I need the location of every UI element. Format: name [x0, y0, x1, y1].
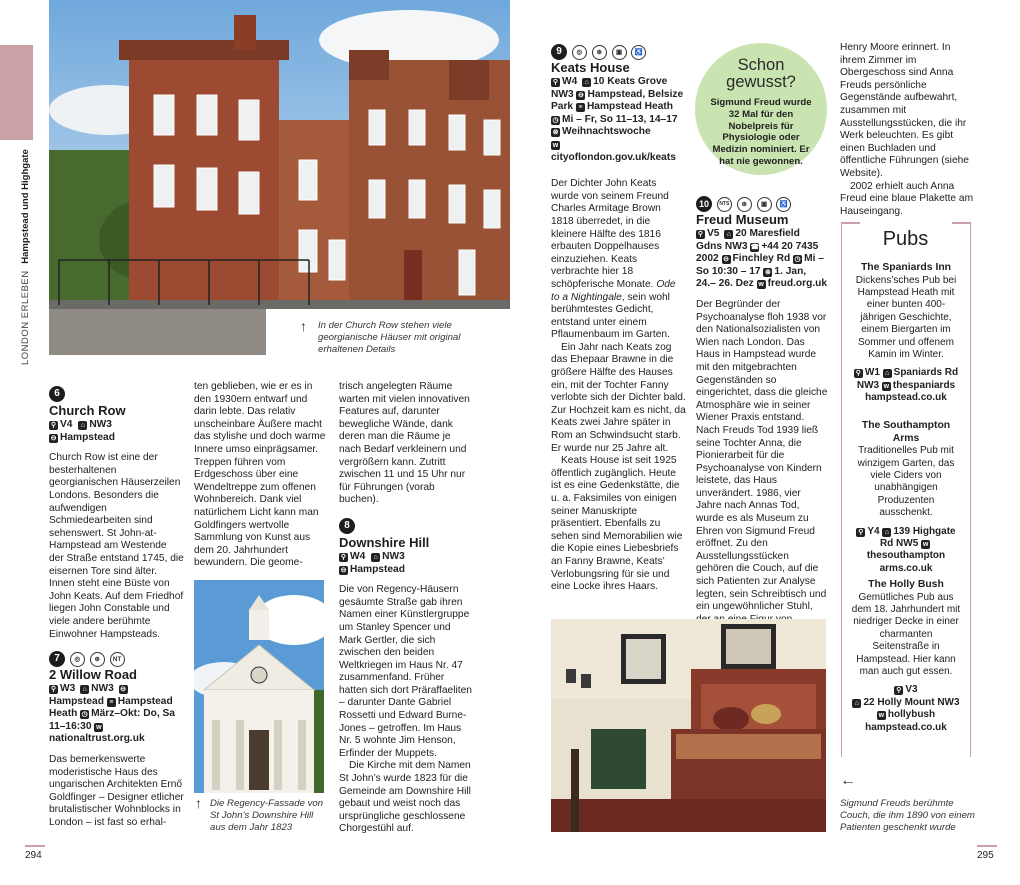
- nts-icon: NTS: [717, 197, 732, 212]
- address-icon: ⌂: [724, 230, 733, 239]
- freud-caption: Sigmund Freuds berühmte Couch, die ihm 1890 von einem Patienten geschenkt wurde: [840, 798, 975, 833]
- pub-item: [850, 579, 962, 734]
- column-1: [49, 386, 184, 830]
- did-you-know-text: Sigmund Freud wurde 32 Mal für den Nobelpreis für Physiologie oder Medizin nominiert. Er hat nie gewonnen.: [710, 97, 812, 167]
- entry-number-badge: 9: [551, 44, 567, 60]
- column-2: [194, 381, 328, 570]
- map-pin-icon: ⚲: [855, 370, 861, 378]
- pub-info: ⚲ W1 ⌂ Spaniards Rd NW3 w thespaniards hampstead.co.uk: [855, 367, 959, 404]
- address-icon: ⌂: [883, 369, 892, 378]
- underground-icon: ⊖: [340, 566, 347, 574]
- address-icon: ⌂: [80, 685, 89, 694]
- downshire-p2: Die Kirche mit dem Namen St John’s wurde 1823 für die Gemeinde am Downshire Hill gebaut und weist noch das ursprüngliche geschlossene Chorgestühl auf.: [339, 760, 471, 835]
- web-icon: w: [922, 541, 929, 549]
- downshire-p1: Die von Regency-Häusern gesäumte Straße gab ihren Namen einer Künstlergruppe um Stanley Spencer und Mark Gertler, die sich zwischen den beiden Weltkriegen im Haus Nr. 47 zusammenfand. Früher hatten sich dort Präraffaeliten – darunter Dante Gabriel Rossetti und Edward Burne-Jones – getroffen. Im Haus Nr. 5 wohnte Jim Henson, Erfinder der Muppets.: [339, 584, 472, 759]
- freud-p2: Henry Moore erinnert. In ihrem Zimmer im Obergeschoss sind Anna Freuds persönliche Gegenstände aufbewahrt, zusammen mit Ausstellungsstücken, die ihr Werk beleuchten. Es gibt einen Buchladen und öffentliche Führungen (siehe Website).: [840, 42, 969, 179]
- pubs-box: [841, 222, 971, 757]
- national-trust-icon: NT: [110, 652, 125, 667]
- downshire-info: ⚲ W4 ⌂ NW3 ⊖ Hampstead: [340, 550, 405, 575]
- map-pin-icon: ⚲: [50, 422, 57, 429]
- entry-number-badge: 6: [49, 386, 65, 402]
- sidebar-section: LONDON ERLEBEN: [20, 270, 31, 365]
- keats-p1: Der Dichter John Keats wurde von seinem Freund Charles Armitage Brown 1818 überredet, in die kleinere Hälfte des 1816 erbauten Doppelhauses einzuziehen. Keats verbrachte hier 18 schöpferische Monate. Ode to a Nightingale, sein wohl berühmtestes Gedicht, entstand unter einem Pflaumenbaum im Garten.: [551, 178, 676, 341]
- freud-couch-illustration: [551, 619, 826, 832]
- willow-road-text-end: trisch angelegten Räume warten mit vielen innovativen Features auf, darunter bewegliche Wände, dank deren man die Räume je nach Bedarf verkleinern und vergrößern kann. Zutritt zwischen 11 und 15 Uhr nur für Führungen (vorab buchen).: [339, 381, 470, 506]
- freud-p1: Der Begründer der Psychoanalyse floh 1938 vor den Nationalsozialisten von Wien nach London. Das Haus in Hampstead wurde mit den mitgebrachten Gegenständen so eingerichtet, dass die gleiche Atmosphäre wie in seiner Wiener Praxis entstand. Nach Freuds Tod 1939 ließ seine Tochter Anna, die Pionierarbeit für die Psychoanalyse von Kindern leistete, das Haus unverändert. 1986, vier Jahre nach Annas Tod, wurde es als Museum zu Ehren von Sigmund Freud eröffnet. Zu den Ausstellungsstücken gehören die Couch, auf die sich Patienten zur Analyse legten, sein Schreibtisch und ein ungewöhnlicher Stuhl,: [696, 298, 828, 613]
- underground-icon: ⊖: [50, 434, 57, 442]
- arrow-left-icon: ←: [840, 772, 856, 789]
- church-row-title: Church Row: [49, 403, 126, 418]
- map-pin-icon: ⚲: [552, 79, 559, 86]
- willow-road-title: 2 Willow Road: [49, 667, 137, 683]
- pub-item: [850, 420, 962, 575]
- address-icon: ⌂: [78, 421, 87, 430]
- st-johns-illustration: [194, 580, 324, 793]
- entry-number-badge: 10: [696, 196, 712, 212]
- closed-icon: ⊗: [764, 268, 771, 276]
- keats-info: ⚲ W4 ⌂ 10 Keats Grove NW3 ⊖ Hampstead, Belsize Park ≡ Hampstead Heath ◷ Mi – Fr, So 11–13, 14–17 ⊗ Weihnachtswoche wcityoflondon.gov.uk/keats: [551, 76, 684, 163]
- wheelchair-icon: ♿: [631, 45, 646, 60]
- st-johns-photo: [194, 580, 324, 793]
- pub-desc: Gemütliches Pub aus dem 18. Jahrhundert mit niedriger Decke in einer charmanten Seitenstraße in Hampstead. Hier kann man auch gut essen.: [851, 591, 961, 678]
- page-number-right: 295: [977, 850, 994, 861]
- map-pin-icon: ⚲: [896, 687, 902, 695]
- pub-desc: Dickens’sches Pub bei Hampstead Heath mit einer bunten 400-jährigen Geschichte, einem Biergarten im Sommer und offenem Kamin im Winter.: [855, 274, 957, 361]
- st-johns-caption: Die Regency-Fassade von St John’s Downshire Hill aus dem Jahr 1823: [210, 798, 324, 833]
- closed-icon: ⊗: [552, 129, 559, 137]
- pub-info: ⚲ Y4 ⌂ 139 Highgate Rd NW5 wthesouthampton arms.co.uk: [858, 525, 956, 574]
- guided-tour-icon: ◎: [70, 652, 85, 667]
- cafe-icon: ⊕: [592, 45, 607, 60]
- pub-web[interactable]: thespaniards hampstead.co.uk: [865, 379, 956, 404]
- column-5: [696, 196, 828, 626]
- page-marker-left: [25, 845, 45, 847]
- map-pin-icon: ⚲: [697, 231, 704, 238]
- underground-icon: ⊖: [578, 91, 584, 99]
- column-6: [840, 42, 974, 218]
- map-pin-icon: ⚲: [340, 553, 347, 561]
- entry-number-badge: 8: [339, 518, 355, 534]
- freud-couch-photo: [551, 619, 826, 832]
- did-you-know-heading: Schon gewusst?: [726, 56, 796, 91]
- address-icon: ⌂: [371, 553, 380, 562]
- arrow-up-icon: ↑: [300, 318, 307, 334]
- column-3: [339, 381, 475, 836]
- guided-tour-icon: ◎: [572, 45, 587, 60]
- freud-web[interactable]: freud.org.uk: [767, 278, 828, 290]
- web-icon: w: [883, 382, 890, 390]
- shop-icon: ▣: [612, 45, 627, 60]
- freud-title: Freud Museum: [696, 212, 789, 227]
- cafe-icon: ⊕: [90, 652, 105, 667]
- church-row-text: Church Row ist eine der besterhaltenen georgianischen Häuserzeilen Londons. Besonders die aufwendigen Schmiedearbeiten sind sehenswert. St John-at-Hampstead am Westende der Straße entstand 1745, die eisernen Tore sind älter. Innen steht eine Büste von John Keats. Auf dem Friedhof liegen John Constable und viele andere berühmte Einwohner Hampsteads.: [49, 452, 184, 640]
- keats-p3: Keats House ist seit 1925 öffentlich zugänglich. Heute ist es eine Gedenkstätte, die u. a. Faksimiles von einigen seiner Manuskripte präsentiert. Ebenfalls zu sehen sind Memorabilien wie die Kopie eines Liebesbriefs an Fanny Brawne, Keats’ Verlobungsring für sie und eine Locke ihres Haars.: [551, 455, 683, 593]
- underground-icon: ⊖: [120, 686, 127, 694]
- arrow-up-icon: ↑: [195, 795, 202, 811]
- page-marker-right: [977, 845, 997, 847]
- map-pin-icon: ⚲: [858, 528, 864, 536]
- church-row-photo-lower: [49, 309, 266, 355]
- address-icon: ⌂: [852, 699, 861, 708]
- keats-web[interactable]: cityoflondon.gov.uk/keats: [551, 151, 676, 163]
- clock-icon: ◷: [794, 256, 801, 264]
- willow-road-text-cont: ten geblieben, wie er es in den 1930ern entwarf und darin lebte. Das relativ unscheinbare Äußere macht das stylishe und doch warme Innere umso einprägsamer. Treppen führen vom Erdgeschoss über eine Wendeltreppe zum offenen Wohnbereich. Dank viel natürlichem Licht kann man Goldfingers wertvolle Sammlung von Kunst aus dem 20. Jahrhundert bewundern. Die geome-: [194, 381, 326, 569]
- rail-icon: ≡: [576, 103, 585, 112]
- pub-info: ⚲ V3 ⌂ 22 Holly Mount NW3 w hollybush hampstead.co.uk: [850, 684, 962, 734]
- clock-icon: ◷: [81, 711, 88, 719]
- wheelchair-icon: ♿: [776, 197, 791, 212]
- pub-web[interactable]: hollybush hampstead.co.uk: [865, 709, 947, 733]
- willow-road-info: ⚲ W3 ⌂ NW3 ⊖Hampstead ≡ Hampstead Heath ◷ März–Okt: Do, Sa 11–16:30 wnationaltrust.org.uk: [49, 683, 175, 745]
- web-icon: w: [878, 712, 885, 720]
- downshire-title: Downshire Hill: [339, 534, 430, 550]
- web-icon: w: [96, 723, 102, 731]
- willow-road-text: Das bemerkenswerte moderistische Haus des ungarischen Architekten Ernő Goldfinger – Designer etlicher brutalistischer Wohnblocks in London – ist fast so erhal-: [49, 754, 184, 829]
- freud-info: ⚲ V5 ⌂ 20 Maresfield Gdns NW3 ☎ +44 20 7435 2002 ⊖ Finchley Rd ◷ Mi – So 10:30 – 17 ⊗ 1. Jan, 24.– 26. Dez w freud.org.uk: [696, 228, 828, 290]
- keats-title: Keats House: [551, 60, 630, 75]
- church-row-illustration: [49, 0, 510, 309]
- underground-icon: ⊖: [723, 256, 729, 264]
- rail-icon: ≡: [107, 698, 116, 707]
- church-row-photo: [49, 0, 510, 309]
- poem-title: Ode to a Nightingale: [551, 278, 676, 303]
- keats-p2: Ein Jahr nach Keats zog das Ehepaar Brawne in die größere Hälfte des Hauses ein, mit der Tochter Fanny verlobte sich der Dichter bald. Zur Hochzeit kam es nicht, da Keats zwei Jahre später in Rom an Schwindsucht starb. Er wurde nur 25 Jahre alt.: [551, 341, 686, 454]
- cafe-icon: ⊕: [737, 197, 752, 212]
- pubs-heading: Pubs: [882, 228, 929, 250]
- willow-road-web[interactable]: nationaltrust.org.uk: [49, 733, 145, 745]
- church-row-caption: In der Church Row stehen viele georgianische Häuser mit original erhaltenen Details: [318, 320, 461, 355]
- column-4: [551, 44, 686, 594]
- phone-icon: ☎: [750, 243, 760, 251]
- pub-desc: Traditionelles Pub mit winzigem Garten, das viele Ciders von unabhängigen Produzenten ausschenkt.: [857, 445, 955, 519]
- sidebar-area: Hampstead und Highgate: [20, 149, 31, 264]
- web-icon: w: [552, 141, 559, 149]
- map-pin-icon: ⚲: [50, 686, 57, 694]
- page-number-left: 294: [25, 850, 42, 861]
- pub-name: The Spaniards Inn: [860, 262, 952, 273]
- entry-number-badge: 7: [49, 651, 65, 667]
- pub-web[interactable]: thesouthampton arms.co.uk: [866, 550, 946, 574]
- did-you-know-circle: [695, 43, 827, 175]
- freud-p3: 2002 erhielt auch Anna Freud eine blaue Plakette am Hauseingang.: [840, 180, 974, 217]
- sidebar-label: [20, 105, 34, 365]
- address-icon: ⌂: [582, 78, 591, 87]
- pub-name: The Southampton Arms: [861, 420, 951, 444]
- clock-icon: ◷: [552, 116, 559, 124]
- pub-item: [850, 262, 962, 405]
- shop-icon: ▣: [757, 197, 772, 212]
- church-row-info: ⚲ V4 ⌂ NW3 ⊖ Hampstead: [50, 419, 115, 443]
- address-icon: ⌂: [882, 528, 891, 537]
- web-icon: w: [758, 281, 764, 289]
- pub-name: The Holly Bush: [868, 579, 944, 590]
